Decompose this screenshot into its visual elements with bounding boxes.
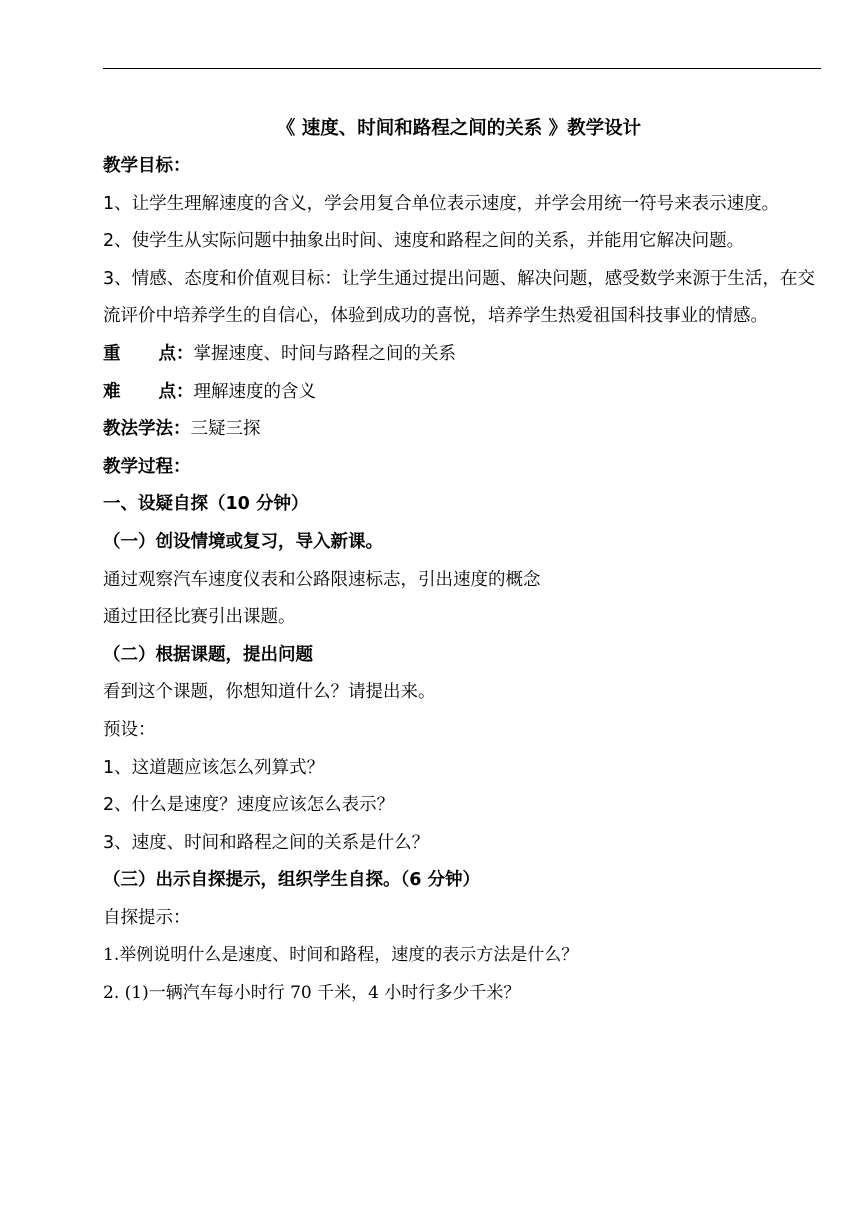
key-point-row (103, 336, 815, 374)
section-1-heading: 一、设疑自探（10 分钟） (103, 494, 309, 515)
difficult-point-row (103, 374, 815, 412)
method-label: 教法学法： (103, 419, 191, 440)
subsection-2-heading: （二）根据课题，提出问题 (103, 644, 313, 665)
difficult-point-value: 理解速度的含义 (193, 381, 316, 402)
document-title: 《 速度、时间和路程之间的关系 》教学设计 (276, 118, 642, 139)
subsection-3-line: 2. (1)一辆汽车每小时行 70 千米，4 小时行多少千米？ (103, 983, 521, 1004)
subsection-3-line: 自探提示： (103, 907, 191, 928)
process-heading: 教学过程： (103, 456, 191, 477)
subsection-2-line: 预设： (103, 719, 156, 740)
document-body (103, 110, 815, 1013)
method-row (103, 411, 815, 449)
key-point-value: 掌握速度、时间与路程之间的关系 (193, 343, 456, 364)
header-rule (103, 68, 821, 69)
subsection-3-heading: （三）出示自探提示，组织学生自探。（6 分钟） (103, 870, 481, 891)
objectives-heading: 教学目标： (103, 156, 191, 176)
objective-item-2: 2、使学生从实际问题中抽象出时间、速度和路程之间的关系，并能用它解决问题。 (103, 231, 745, 252)
subsection-2-line: 1、这道题应该怎么列算式？ (103, 757, 325, 778)
key-point-label-b: 点： (158, 343, 194, 364)
subsection-1-heading: （一）创设情境或复习，导入新课。 (103, 531, 383, 552)
subsection-2-line: 2、什么是速度？速度应该怎么表示？ (103, 795, 395, 816)
difficult-point-label-a: 难 (103, 381, 121, 402)
subsection-2-line: 3、速度、时间和路程之间的关系是什么？ (103, 832, 430, 853)
method-value: 三疑三探 (190, 419, 261, 440)
subsection-3-line: 1.举例说明什么是速度、时间和路程，速度的表示方法是什么？ (103, 945, 579, 966)
subsection-1-line: 通过田径比赛引出课题。 (103, 607, 296, 628)
key-point-label-a: 重 (103, 343, 121, 364)
objective-item-3: 3、情感、态度和价值观目标：让学生通过提出问题、解决问题，感受数学来源于生活，在交流评价中培养学生的自信心，体验到成功的喜悦，培养学生热爱祖国科技事业的情感。 (103, 268, 815, 327)
subsection-1-line: 通过观察汽车速度仪表和公路限速标志，引出速度的概念 (103, 569, 541, 590)
difficult-point-label-b: 点： (158, 381, 194, 402)
objective-item-1: 1、让学生理解速度的含义，学会用复合单位表示速度，并学会用统一符号来表示速度。 (103, 193, 780, 214)
subsection-2-line: 看到这个课题，你想知道什么？请提出来。 (103, 682, 436, 703)
